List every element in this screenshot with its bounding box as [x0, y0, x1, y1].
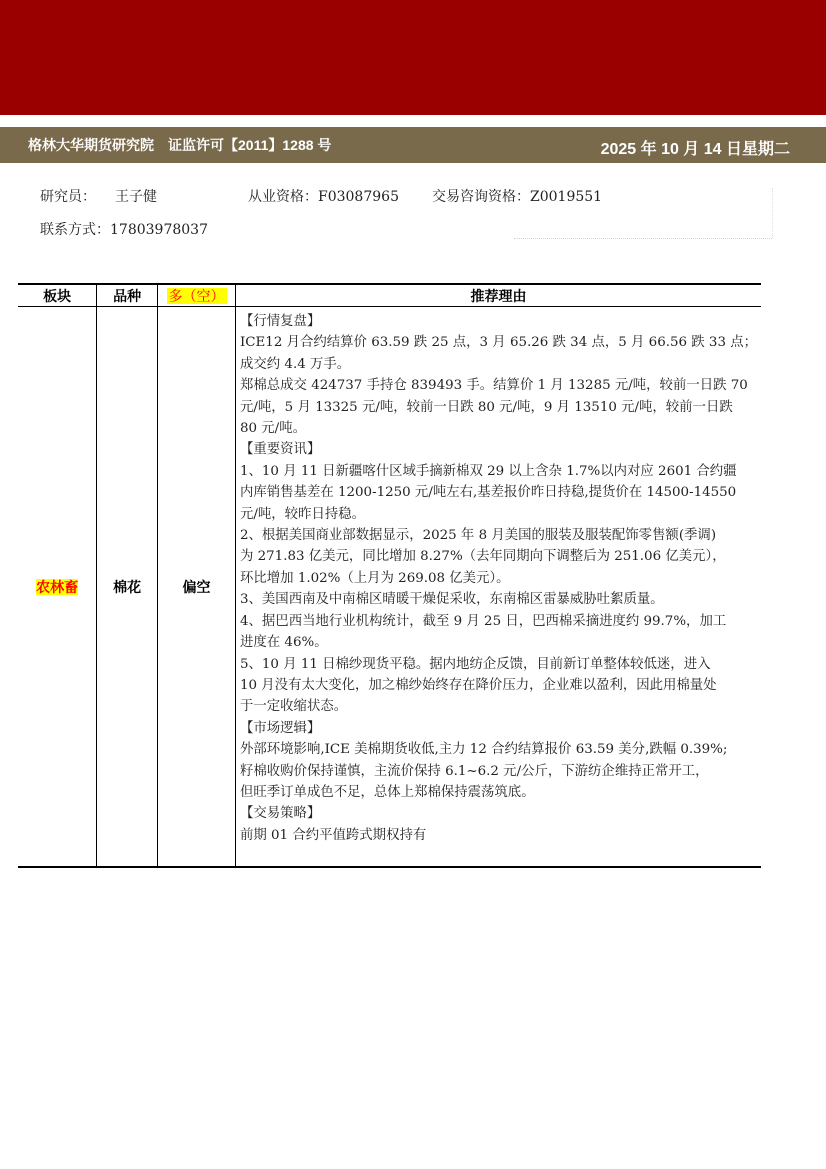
header-band: [0, 127, 826, 163]
reason-line: 内库销售基差在 1200-1250 元/吨左右,基差报价昨日持稳,提货价在 14500-14550: [240, 485, 737, 501]
header-variety: 品种: [97, 284, 158, 307]
reason-line: 10 月没有太大变化，加之棉纱始终存在降价压力，企业难以盈利，因此用棉量处: [240, 677, 717, 693]
researcher-name: 王子健: [115, 189, 157, 205]
table-row: [18, 307, 761, 868]
sector-cell: [18, 307, 97, 868]
section-heading: 【市场逻辑】: [240, 720, 321, 736]
reason-line: 80 元/吨。: [240, 421, 306, 437]
reason-line: 1、10 月 11 日新疆喀什区域手摘新棉双 29 以上含杂 1.7%以内对应 2601 合约疆: [240, 463, 737, 479]
section-heading: 【交易策略】: [240, 806, 321, 822]
advisory-qualification: 交易咨询资格：Z0019551: [432, 189, 603, 205]
header-reason: 推荐理由: [236, 284, 762, 307]
variety-cell: 棉花: [97, 307, 158, 868]
direction-cell: 偏空: [158, 307, 236, 868]
reason-line: 郑棉总成交 424737 手持仓 839493 手。结算价 1 月 13285 元/吨，较前一日跌 70: [240, 378, 748, 394]
reason-line: 籽棉收购价保持谨慎，主流价保持 6.1~6.2 元/公斤，下游纺企维持正常开工，: [240, 763, 709, 779]
header-direction-label: 多（空）: [168, 287, 225, 304]
section-heading: 【重要资讯】: [240, 442, 321, 458]
reason-line: 于一定收缩状态。: [240, 699, 348, 715]
contact: 联系方式：17803978037: [40, 222, 208, 238]
recommendation-table: [18, 283, 761, 868]
reason-line: 为 271.83 亿美元，同比增加 8.27%（去年同期向下调整后为 251.06 亿美元），: [240, 549, 726, 565]
reason-line: 元/吨，5 月 13325 元/吨，较前一日跌 80 元/吨，9 月 13510 元/吨，较前一日跌: [240, 399, 733, 415]
reason-line: 环比增加 1.02%（上月为 269.08 亿美元）。: [240, 570, 510, 586]
reason-line: 元/吨，较昨日持稳。: [240, 506, 366, 522]
top-banner: [0, 0, 826, 115]
divider: [772, 188, 773, 238]
header-direction: [158, 284, 236, 307]
qualification: 从业资格：F03087965: [248, 189, 399, 205]
reason-line: 4、据巴西当地行业机构统计，截至 9 月 25 日，巴西棉采摘进度约 99.7%，加工: [240, 613, 727, 629]
organization-license: 格林大华期货研究院 证监许可【2011】1288 号: [28, 137, 332, 153]
reason-line: ICE12 月合约结算价 63.59 跌 25 点，3 月 65.26 跌 34 点，5 月 66.56 跌 33 点；: [240, 335, 757, 351]
reason-line: 进度在 46%。: [240, 635, 328, 651]
reason-line: 前期 01 合约平值跨式期权持有: [240, 827, 427, 843]
header-sector: 板块: [18, 284, 97, 307]
reason-line: 3、美国西南及中南棉区晴暖干燥促采收，东南棉区雷暴威胁吐絮质量。: [240, 592, 664, 608]
reason-line: 成交约 4.4 万手。: [240, 356, 351, 372]
reason-line: 2、根据美国商业部数据显示，2025 年 8 月美国的服装及服装配饰零售额(季调): [240, 528, 717, 544]
divider: [514, 238, 772, 239]
sector-label: 农林畜: [36, 578, 79, 595]
reason-line: 外部环境影响,ICE 美棉期货收低,主力 12 合约结算报价 63.59 美分,跌幅 0.39%;: [240, 742, 728, 758]
reason-line: 5、10 月 11 日棉纱现货平稳。据内地纺企反馈，目前新订单整体较低迷，进入: [240, 656, 711, 672]
reason-cell: [236, 307, 762, 868]
table-header-row: [18, 284, 761, 307]
reason-line: 但旺季订单成色不足，总体上郑棉保持震荡筑底。: [240, 784, 535, 800]
researcher-label: 研究员：: [40, 189, 96, 205]
report-date: 2025 年 10 月 14 日星期二: [600, 141, 790, 158]
section-heading: 【行情复盘】: [240, 314, 321, 329]
